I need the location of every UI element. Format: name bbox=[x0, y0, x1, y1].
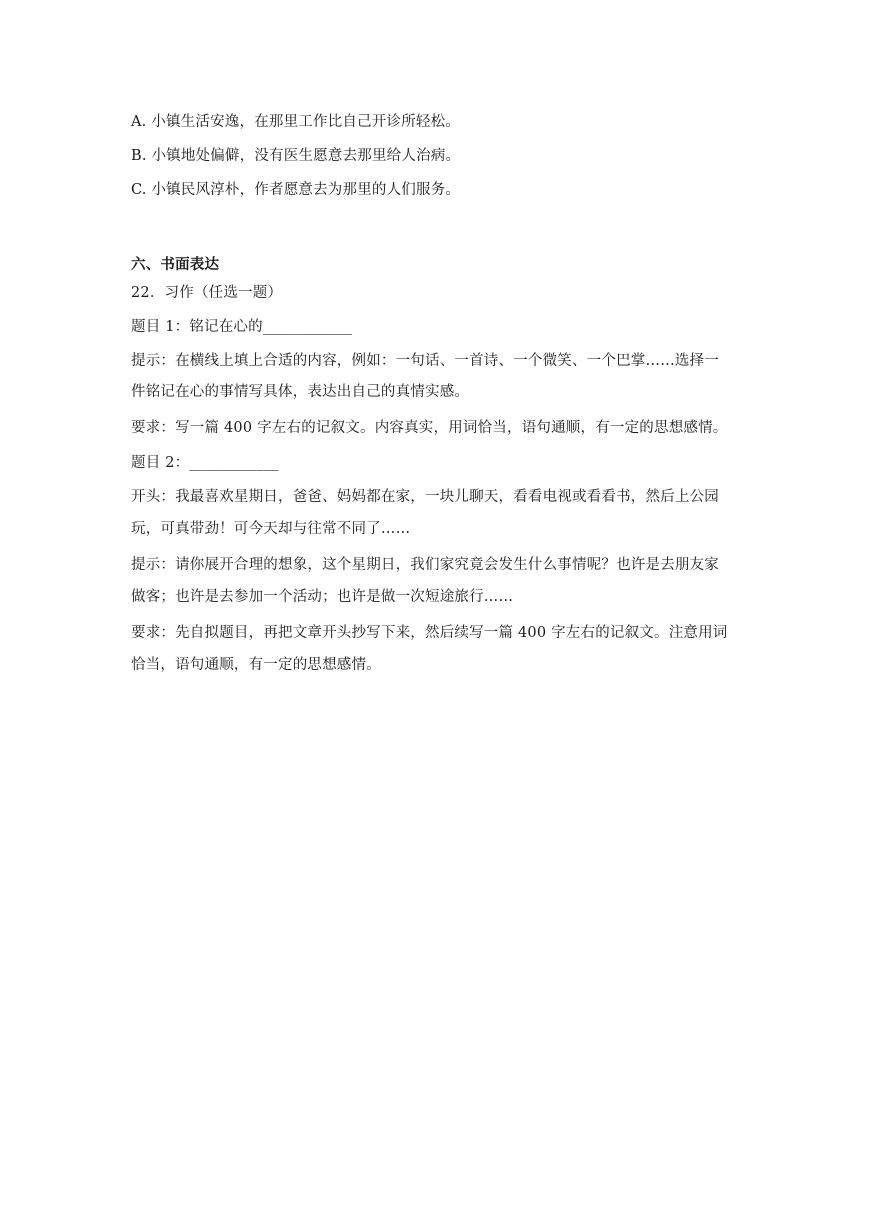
topic1-requirement: 要求：写一篇 400 字左右的记叙文。内容真实，用词恰当，语句通顺，有一定的思想感情。 bbox=[131, 420, 728, 436]
topic2-opening-line1: 开头：我最喜欢星期日，爸爸、妈妈都在家，一块儿聊天，看看电视或看看书，然后上公园 bbox=[131, 489, 719, 505]
section-heading: 六、书面表达 bbox=[131, 257, 220, 273]
topic2-requirement-line2: 恰当，语句通顺，有一定的思想感情。 bbox=[131, 657, 381, 673]
option-b: B. 小镇地处偏僻，没有医生愿意去那里给人治病。 bbox=[131, 148, 461, 164]
topic2-opening-line2: 玩，可真带劲！可今天却与往常不同了…… bbox=[131, 521, 411, 537]
option-c: C. 小镇民风淳朴，作者愿意去为那里的人们服务。 bbox=[131, 182, 461, 198]
topic2-requirement-line1: 要求：先自拟题目，再把文章开头抄写下来，然后续写一篇 400 字左右的记叙文。注意用词 bbox=[131, 625, 728, 641]
topic1-hint-line1: 提示：在横线上填上合适的内容，例如：一句话、一首诗、一个微笑、一个巴掌……选择一 bbox=[131, 353, 719, 369]
topic1-title: 题目 1：铭记在心的____________ bbox=[131, 319, 353, 335]
question-title: 22．习作（任选一题） bbox=[131, 285, 283, 301]
topic1-hint-line2: 件铭记在心的事情写具体，表达出自己的真情实感。 bbox=[131, 384, 470, 400]
topic2-title: 题目 2：____________ bbox=[131, 455, 279, 471]
topic2-hint-line1: 提示：请你展开合理的想象，这个星期日，我们家究竟会发生什么事情呢？也许是去朋友家 bbox=[131, 557, 719, 573]
option-a: A. 小镇生活安逸，在那里工作比自己开诊所轻松。 bbox=[131, 114, 460, 130]
topic2-hint-line2: 做客；也许是去参加一个活动；也许是做一次短途旅行…… bbox=[131, 589, 514, 605]
